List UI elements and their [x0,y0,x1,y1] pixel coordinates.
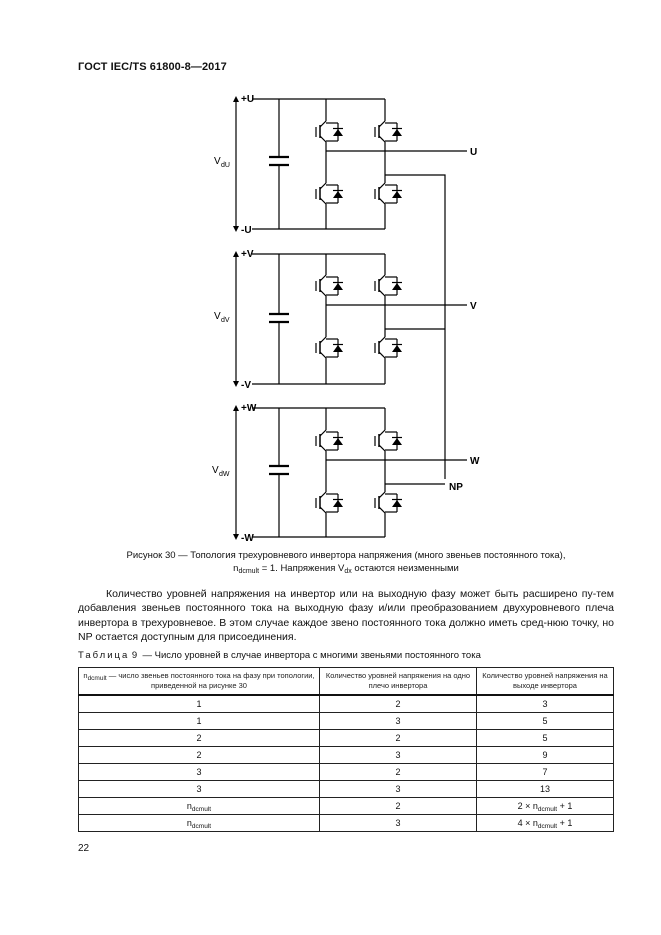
voltage-u-subscript: dU [221,162,230,169]
table-caption: Таблица 9 — Число уровней в случае инвертора с многими звеньями постоянного тока [78,650,481,661]
document-header: ГОСТ IEC/TS 61800-8—2017 [78,61,227,73]
table-row: 1 2 3 [79,695,614,713]
header-links-per-phase: $n_{dcmult}$ — число звеньев постоянного тока на фазу при топологии, приведенной на рисунке 30 [79,668,320,696]
voltage-v-subscript: dV [221,317,230,324]
voltage-v-label: V [214,311,221,322]
voltage-u-label: V [214,156,221,167]
caption-line-1: Рисунок 30 — Топология трехуровневого инвертора напряжения (много звеньев постоянного тока), [126,550,566,561]
voltage-w-subscript: dW [219,471,230,478]
label-v-plus: +V [241,249,254,260]
header-levels-output: Количество уровней напряжения на выходе инвертора [477,668,614,696]
levels-table [78,667,614,832]
table-row: 1 3 5 [79,713,614,730]
table-row: 3 3 13 [79,781,614,798]
figure-caption [78,549,614,575]
table-row: $n_{dcmult}$ 2 $2 \times n_{dcmult} + 1$ [79,798,614,815]
neutral-point-label: NP [449,482,463,493]
caption-line-2: $n_{dcmult} = 1$. Напряжения $V_{dx}$ остаются неизменными [233,563,459,575]
table-row: 3 2 7 [79,764,614,781]
label-u-minus: -U [241,225,252,236]
table-row: 2 3 9 [79,747,614,764]
table-row: 2 2 5 [79,730,614,747]
table-header-row [79,668,614,696]
output-v-label: V [470,301,477,312]
table-row: $n_{dcmult}$ 3 $4 \times n_{dcmult} + 1$ [79,815,614,832]
label-u-plus: +U [241,94,255,105]
output-u-label: U [470,147,478,158]
label-w-plus: +W [241,403,257,414]
voltage-w-label: V [212,465,219,476]
header-levels-per-leg: Количество уровней напряжения на одно плечо инвертора [320,668,477,696]
body-paragraph: Количество уровней напряжения на инвертор или на выходную фазу может быть расширено пу-тем добавления звеньев постоянного тока на выходную фазу и/или преобразованием двухуровневого плеча инвертора в трехуровневое. В этом случае каждое звено постоянного тока должно иметь сред-нюю точку, но NP остается доступным для присоединения. [78,588,614,643]
page-number: 22 [78,843,90,854]
label-v-minus: -V [241,380,251,391]
output-w-label: W [470,456,480,467]
label-w-minus: -W [241,533,254,544]
